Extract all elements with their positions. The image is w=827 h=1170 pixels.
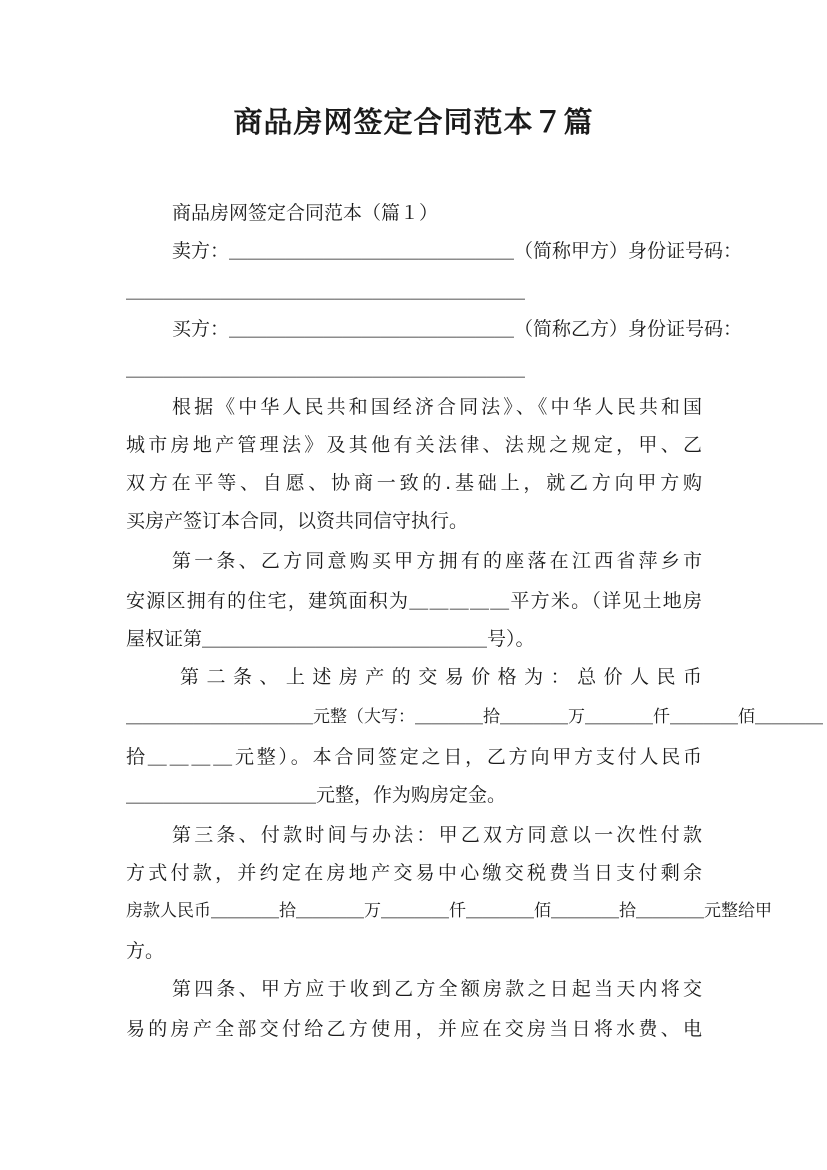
- buyer-id-blank: ＿＿＿＿＿＿＿＿＿＿＿＿＿＿＿＿＿＿＿＿＿: [126, 358, 526, 380]
- article-2-line: ＿＿＿＿＿＿＿＿＿＿＿元整（大写：＿＿＿＿拾＿＿＿＿万＿＿＿＿仟＿＿＿＿佰＿＿＿＿: [126, 707, 823, 727]
- article-2-line: 第二条、上述房产的交易价格为：总价人民币: [180, 666, 702, 688]
- paragraph-line: 根据《中华人民共和国经济合同法》、《中华人民共和国: [172, 396, 702, 418]
- article-2-line: ＿＿＿＿＿＿＿＿＿＿元整，作为购房定金。: [126, 784, 507, 806]
- article-4-line: 易的房产全部交付给乙方使用，并应在交房当日将水费、电: [126, 1018, 702, 1040]
- article-4-line: 第四条、甲方应于收到乙方全额房款之日起当天内将交: [172, 978, 702, 1000]
- article-3-line: 房款人民币＿＿＿＿拾＿＿＿＿万＿＿＿＿仟＿＿＿＿佰＿＿＿＿拾＿＿＿＿元整给甲: [126, 901, 772, 921]
- article-1-line: 第一条、乙方同意购买甲方拥有的座落在江西省萍乡市: [172, 550, 702, 572]
- buyer-line: 买方：＿＿＿＿＿＿＿＿＿＿＿＿＿＿＿（简称乙方）身份证号码：: [172, 318, 743, 340]
- article-1-line: 屋权证第＿＿＿＿＿＿＿＿＿＿＿＿＿＿＿号）。: [126, 628, 535, 650]
- seller-line: 卖方：＿＿＿＿＿＿＿＿＿＿＿＿＿＿＿（简称甲方）身份证号码：: [172, 240, 743, 262]
- article-1-line: 安源区拥有的住宅，建筑面积为＿＿＿＿＿平方米。（详见土地房: [126, 590, 702, 612]
- seller-id-blank: ＿＿＿＿＿＿＿＿＿＿＿＿＿＿＿＿＿＿＿＿＿: [126, 280, 526, 302]
- document-title: 商品房网签定合同范本７篇: [233, 105, 594, 139]
- section-heading: 商品房网签定合同范本（篇１）: [172, 202, 439, 224]
- article-3-line: 第三条、付款时间与办法：甲乙双方同意以一次性付款: [172, 824, 702, 846]
- paragraph-line: 双方在平等、自愿、协商一致的.基础上，就乙方向甲方购: [126, 472, 702, 494]
- paragraph-line: 城市房地产管理法》及其他有关法律、法规之规定，甲、乙: [126, 434, 702, 456]
- article-3-line: 方式付款，并约定在房地产交易中心缴交税费当日支付剩余: [126, 862, 702, 884]
- paragraph-line: 买房产签订本合同，以资共同信守执行。: [126, 510, 469, 532]
- article-2-line: 拾＿＿＿＿元整）。本合同签定之日，乙方向甲方支付人民币: [126, 746, 702, 768]
- article-3-line: 方。: [126, 940, 165, 962]
